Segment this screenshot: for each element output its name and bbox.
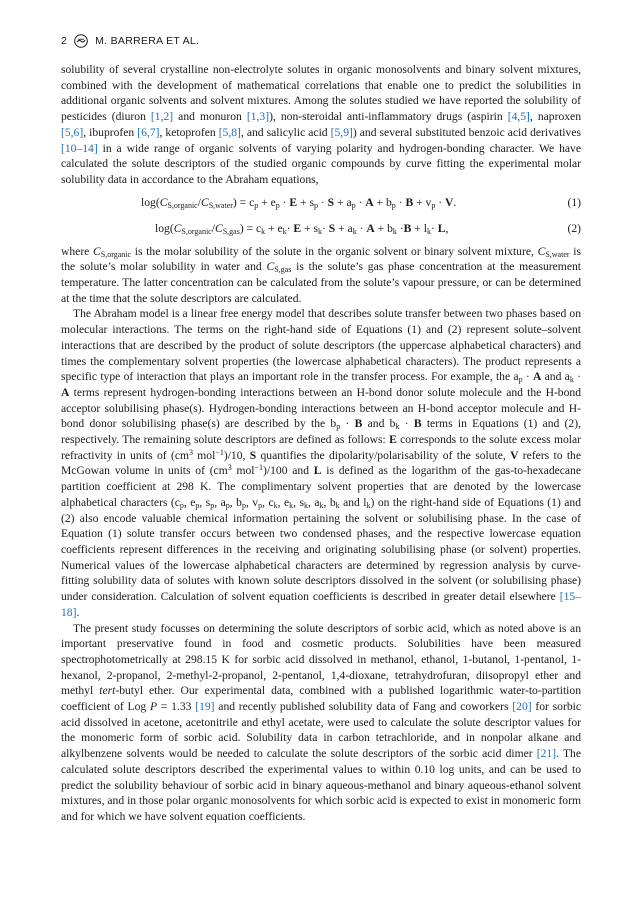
reference-link[interactable]: [1,2] — [150, 110, 174, 124]
equation-2-formula: $\log(C_{S,organic}/C_{S,gas}) = c_k + e_k\cdot E + s_k\cdot S + a_k \cdot A + b_k \cdot B + l_k\cdot L$, — [155, 221, 449, 236]
reference-link[interactable]: [6,7] — [137, 125, 160, 139]
equation-1-number: (1) — [567, 195, 581, 209]
reference-link[interactable]: [5,6] — [61, 125, 84, 139]
taylor-francis-logo-icon — [74, 34, 88, 48]
reference-link[interactable]: [5,8] — [218, 125, 241, 139]
article-body — [61, 62, 581, 825]
page-number: 2 — [61, 35, 68, 47]
reference-link[interactable]: [4,5] — [507, 110, 530, 124]
paragraph-abraham-model: The Abraham model is a linear free energy model that describes solute transfer between two phases based on molecular interactions. The terms on the right-hand side of Equations (1) and (2) represent solute–solvent interactions that are described by the product of solute descriptors (the uppercase alphabetical characters) and times the complementary solvent properties (the lowercase alphabetical characters). The product represents a specific type of interaction that plays an important role in the transfer process. For example, the $a_p \cdot A$ and $a_k \cdot A$ terms represent hydrogen-bonding interactions between an H-bond donor solute molecule and the H-bond acceptor solubilising phase(s). Hydrogen-bonding interactions between an H-bond acceptor molecule and H-bond donor solubilising phase(s) are described by the $b_p \cdot B$ and $b_k \cdot B$ terms in Equations (1) and (2), respectively. The remaining solute descriptors are defined as follows: E corresponds to the solute excess molar refractivity in units of ($cm^3$ mol$^{-1}$)/10, S quantifies the dipolarity/polarisability of the solute, V refers to the McGowan volume in units of ($cm^3$ mol$^{-1}$)/100 and L is defined as the logarithm of the gas-to-hexadecane partition coefficient at 298 K. The complimentary solvent properties that are denoted by the lowercase alphabetical characters ($c_p$, $e_p$, $s_p$, $a_p$, $b_p$, $v_p$, $c_k$, $e_k$, $s_k$, $a_k$, $b_k$ and $l_k$) on the right-hand side of Equations (1) and (2) also encode valuable chemical information pertaining the solvent or solubilising phase. In the case of Equation (1) solute transfer occurs between two condensed phases, and the respective lowercase equation coefficients represent differences in the receiving and originating solubilising phase (or solvent) properties. Numerical values of the lowercase alphabetical characters are determined by regression analysis by curve-fitting solubility data of solutes with known solute descriptors dissolved in the solvent (or solubilising phase) under consideration. Calculation of solvent equation coefficients is described in greater detail elsewhere [15–18]. — [61, 307, 582, 619]
reference-link[interactable]: [1,3] — [246, 110, 270, 124]
reference-link[interactable]: [20] — [512, 700, 532, 714]
reference-link[interactable]: [19] — [195, 700, 215, 714]
paragraph-intro: solubility of several crystalline non-electrolyte solutes in organic monosolvents and binary solvent mixtures, combined with the development of mathematical correlations that enable one to predict the solubilities in additional organic solvents and solvent mixtures. Among the solutes studied we have reported the solubility of pesticides (diuron [1,2] and monuron [1,3]), non-steroidal anti-inflammatory drugs (aspirin [4,5], naproxen [5,6], ibuprofen [6,7], ketoprofen [5,8], and salicylic acid [5,9]) and several substituted benzoic acid derivatives [10–14] in a wide range of organic solvents of varying polarity and hydrogen-bonding character. We have calculated the solute descriptors of the studied organic compounds by curve fitting the experimental molar solubility data in accordance to the Abraham equations, — [61, 63, 581, 186]
author-running-head: M. BARRERA ET AL. — [95, 35, 200, 47]
reference-link[interactable]: [21] — [536, 747, 557, 761]
reference-link[interactable]: [5,9] — [330, 125, 353, 139]
running-header — [61, 33, 199, 49]
equation-2-number: (2) — [567, 221, 581, 235]
equation-2 — [61, 218, 581, 240]
equation-1 — [61, 192, 581, 214]
reference-link[interactable]: [15–18] — [61, 590, 581, 619]
reference-link[interactable]: [10–14] — [61, 141, 98, 155]
equation-1-formula: $\log(C_{S,organic}/C_{S,water}) = c_p + e_p \cdot E + s_p \cdot S + a_p \cdot A + b_p \cdot B + v_p \cdot V$. — [141, 195, 457, 210]
paragraph-present-study: The present study focusses on determining the solute descriptors of sorbic acid, which as noted above is an important preservative found in food and cosmetic products. Solubilities have been measured spectrophotometrically at 298.15 K for sorbic acid dissolved in methanol, ethanol, 1-butanol, 1-pentanol, 1-hexanol, 2-propanol, 2-methyl-2-propanol, 2-pentanol, 1,4-dioxane, tetrahydrofuran, diisopropyl ether and methyl tert-butyl ether. Our experimental data, combined with a published logarithmic water-to-partition coefficient of Log P = 1.33 [19] and recently published solubility data of Fang and coworkers [20] for sorbic acid dissolved in acetone, acetonitrile and ethyl acetate, were used to calculate the solute descriptor values for the monomeric form of sorbic acid. Solubility data in carbon tetrachloride, and in nonpolar alkane and alkylbenzene solvents would be needed to calculate the solute descriptors of the sorbic acid dimer [21]. The calculated solute descriptors described the experimental values to within 0.10 log units, and can be used to predict the solubility behaviour of sorbic acid in binary aqueous-methanol and binary aqueous-ethanol solvent mixtures, and in those polar organic monosolvents for which sorbic acid is expected to exist in monomeric form and for which we have solvent equation coefficients. — [61, 621, 581, 823]
paragraph-where: where $C_{S,organic}$ is the molar solubility of the solute in the organic solvent or binary solvent mixture, $C_{S,water}$ is the solute’s molar solubility in water and $C_{S,gas}$ is the solute’s gas phase concentration at the measurement temperature. The latter concentration can be calculated from the solute’s vapour pressure, or can be determined at the time that the solute descriptors are calculated. — [61, 244, 581, 305]
